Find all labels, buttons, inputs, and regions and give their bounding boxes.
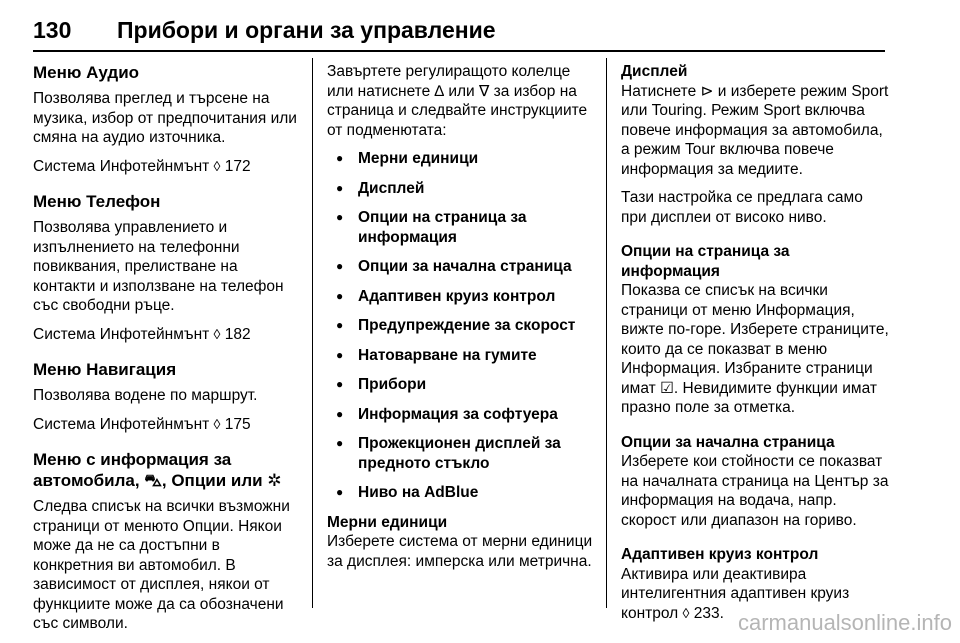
list-item: ● Натоварване на гумите (327, 346, 595, 366)
paragraph-display-note: Тази настройка се предлага само при дисплеи от високо ниво. (621, 189, 863, 226)
next-icon: ⊳ (700, 82, 714, 100)
heading-home-options: Опции за начална страница (621, 433, 835, 451)
page-reference-icon: ◊ (213, 415, 221, 432)
page-reference-icon: ◊ (213, 325, 221, 342)
page-title: Прибори и органи за управление (117, 17, 496, 43)
cross-reference-audio[interactable]: Система Инфотейнмънт ◊ 172 (33, 157, 251, 175)
paragraph-home-options: Изберете кои стойности се показват на началната страница на Център за информация на водача, напр. скорост или диапазон на гориво. (621, 453, 889, 529)
heading-audio-menu: Меню Аудио (33, 63, 140, 82)
page-reference-icon[interactable]: ◊ (682, 604, 690, 621)
paragraph-adaptive-cruise: Активира или деактивира интелигентния адаптивен круиз контрол ◊ 233. (621, 565, 850, 622)
list-item: ● Предупреждение за скорост (327, 316, 595, 336)
submenu-list (327, 149, 595, 503)
heading-adaptive-cruise: Адаптивен круиз контрол (621, 546, 819, 563)
list-item: ● Прибори (327, 375, 595, 395)
page-header (33, 14, 885, 52)
list-item: ● Адаптивен круиз контрол (327, 287, 595, 307)
list-item: ● Опции за начална страница (327, 257, 595, 277)
checkbox-checked-icon: ☑ (660, 379, 674, 397)
column-left (33, 62, 301, 643)
arrow-down-icon: ∇ (479, 82, 490, 100)
car-icon: ⛍ (144, 471, 162, 490)
paragraph-audio: Позволява преглед и търсене на музика, избор от предпочитания или смяна на аудио източника. (33, 90, 297, 146)
cross-reference-phone[interactable]: Система Инфотейнмънт ◊ 182 (33, 325, 251, 343)
heading-page-options: Опции на страница за информация (621, 243, 790, 280)
paragraph-intro: Завъртете регулиращото колелце или натиснете ∆ или ∇ за избор на страница и следвайте инструкциите от подменютата: (327, 63, 588, 139)
paragraph-navigation: Позволява водене по маршрут. (33, 387, 258, 404)
page-number: 130 (33, 17, 72, 43)
heading-phone-menu: Меню Телефон (33, 192, 161, 211)
heading-vehicle-info-menu: Меню с информация за автомобила, ⛍, Опции или ✲ (33, 450, 282, 490)
list-item: ● Мерни единици (327, 149, 595, 169)
paragraph-phone: Позволява управлението и изпълнението на телефонни повиквания, прелистване на контакти и използване на телефон със свободни ръце. (33, 219, 284, 314)
list-item: ● Прожекционен дисплей за предното стъкло (327, 434, 595, 473)
arrow-up-icon: ∆ (434, 82, 445, 100)
paragraph-page-options: Показва се списък на всички страници от меню Информация, вижте по-горе. Изберете страниците, които да се показват в меню Информация. Избраните страници имат ☑. Невидимите функции имат празно поле за отметка. (621, 282, 889, 416)
gear-icon: ✲ (267, 471, 282, 490)
column-divider (606, 58, 607, 608)
cross-reference-navigation[interactable]: Система Инфотейнмънт ◊ 175 (33, 415, 251, 433)
column-right (621, 62, 889, 632)
watermark: carmanualsonline.info (737, 610, 952, 635)
column-divider (312, 58, 313, 608)
list-item: ● Дисплей (327, 179, 595, 199)
paragraph-display: Натиснете ⊳ и изберете режим Sport или Touring. Режим Sport включва повече информация за автомобила, а режим Tour включва повече информация за медиите. (621, 82, 889, 178)
heading-units: Мерни единици (327, 513, 448, 531)
page-reference-icon: ◊ (213, 157, 221, 174)
list-item: ● Опции на страница за информация (327, 208, 595, 247)
paragraph-units: Изберете система от мерни единици за дисплея: имперска или метрична. (327, 533, 593, 570)
heading-display: Дисплей (621, 63, 688, 80)
list-item: ● Информация за софтуера (327, 405, 595, 425)
paragraph-vehicle-info: Следва списък на всички възможни страници от менюто Опции. Някои може да не са достъпни в конкретния ви автомобил. В зависимост от дисплея, някои от функциите може да са обозначени със символи. (33, 498, 290, 632)
heading-navigation-menu: Меню Навигация (33, 360, 177, 379)
column-middle (327, 62, 595, 580)
list-item: ● Ниво на AdBlue (327, 483, 595, 503)
